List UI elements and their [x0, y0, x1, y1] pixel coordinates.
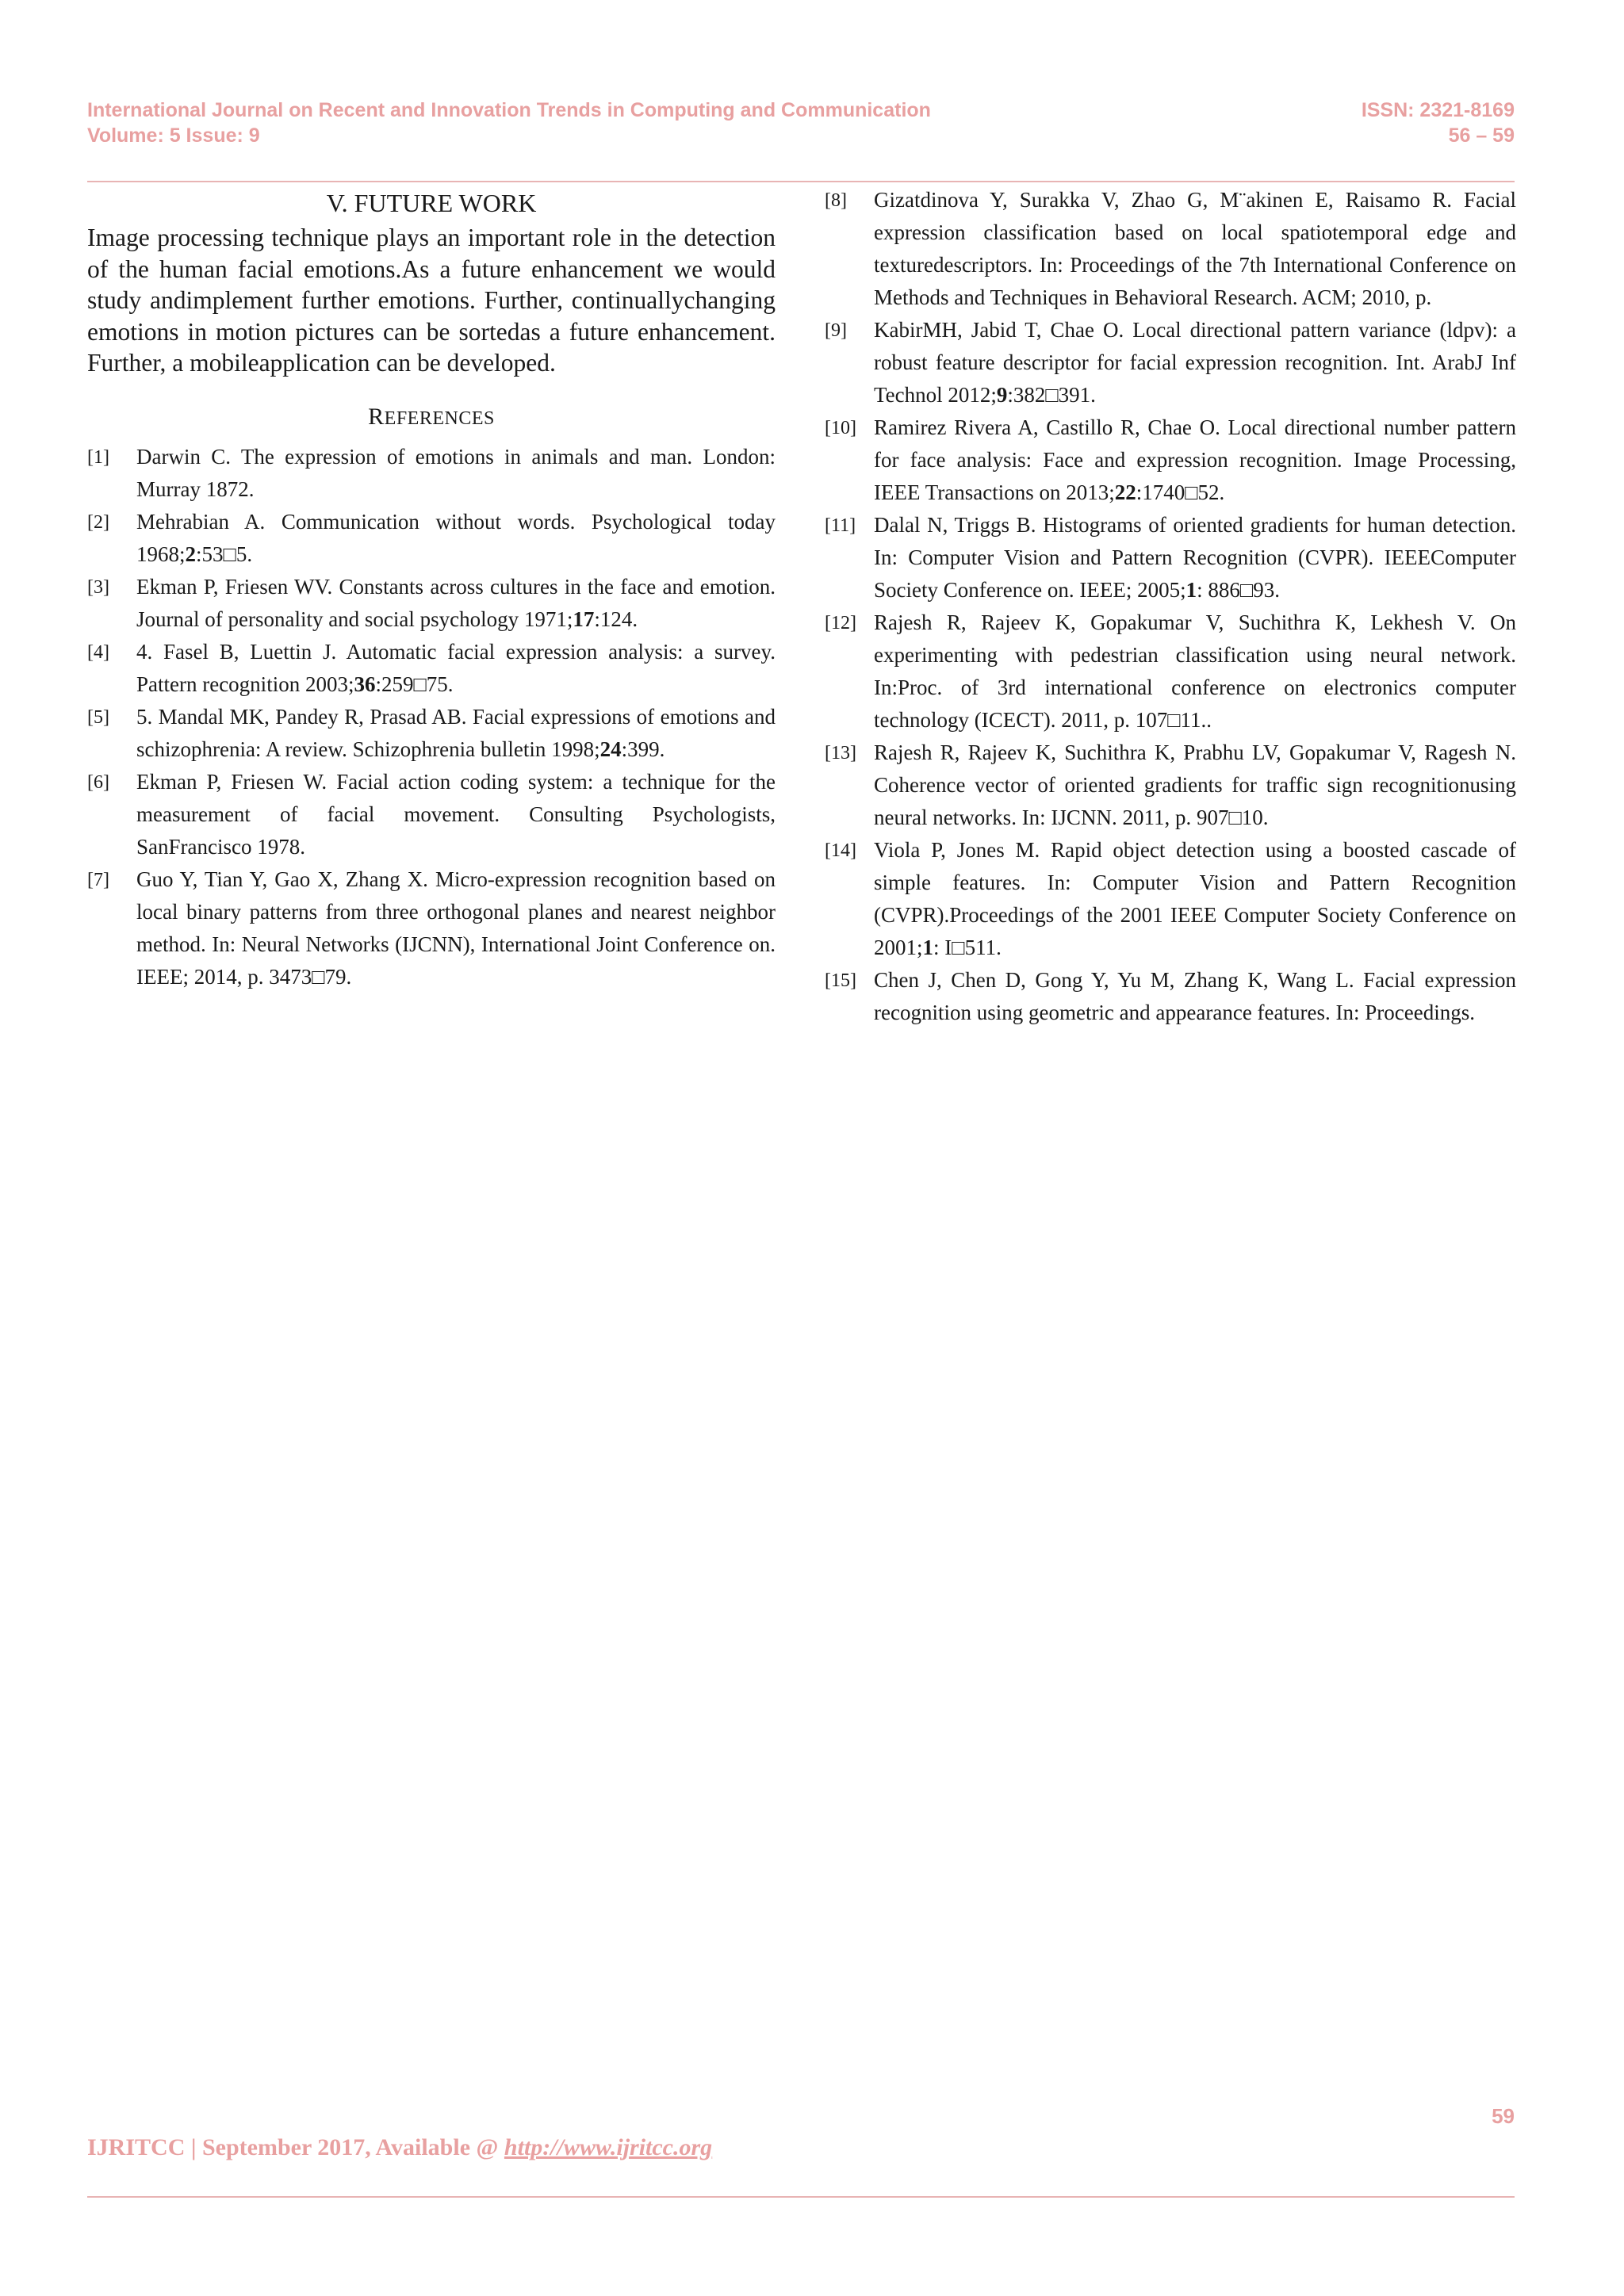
reference-item — [87, 506, 776, 571]
reference-volume: 1 — [922, 936, 934, 959]
reference-list-left — [87, 441, 776, 993]
reference-segment: :53□5. — [196, 541, 253, 566]
reference-segment: Chen J, Chen D, Gong Y, Yu M, Zhang K, Wang L. Facial expression recognition using geometric and appearance features. In: Proceedings. — [874, 968, 1516, 1024]
reference-segment: : 886□93. — [1197, 578, 1280, 602]
footer-citation — [87, 2134, 712, 2161]
reference-number: [6] — [87, 771, 109, 793]
journal-website-link[interactable]: http://www.ijritcc.org — [504, 2134, 713, 2160]
reference-text — [136, 506, 776, 571]
section-title: V. FUTURE WORK — [326, 189, 537, 217]
running-header-right — [1362, 98, 1515, 148]
reference-segment: Ekman P, Friesen W. Facial action coding system: a technique for the measurement of facial movement. Consulting Psychologists, SanFrancisco 1978. — [136, 769, 776, 859]
reference-text — [874, 509, 1516, 607]
reference-segment: 5. Mandal MK, Pandey R, Prasad AB. Facial expressions of emotions and schizophrenia: A review. Schizophrenia bulletin 1998; — [136, 704, 776, 761]
reference-item — [825, 509, 1516, 607]
reference-segment: Mehrabian A. Communication without words. Psychological today 1968; — [136, 509, 776, 566]
reference-text — [136, 636, 776, 701]
reference-segment: Rajesh R, Rajeev K, Gopakumar V, Suchithra K, Lekhesh V. On experimenting with pedestrian classification using neural network. In:Proc. of 3rd international conference on electronics computer technology (ICECT). 2011, p. 107□11.. — [874, 610, 1516, 732]
reference-number: [3] — [87, 576, 109, 598]
reference-list-right — [825, 184, 1516, 1029]
reference-item — [825, 607, 1516, 737]
running-header-left — [87, 98, 931, 148]
left-column — [87, 184, 776, 993]
reference-item — [87, 701, 776, 766]
reference-volume: 17 — [573, 607, 595, 631]
reference-segment: Darwin C. The expression of emotions in animals and man. London: Murray 1872. — [136, 444, 776, 501]
reference-text — [874, 834, 1516, 964]
reference-segment: Viola P, Jones M. Rapid object detection using a boosted cascade of simple features. In: Computer Vision and Pattern Recognition (CVPR).Proceedings of the 2001 IEEE Computer Society Conference on 2001; — [874, 838, 1516, 959]
reference-segment: :399. — [621, 737, 665, 761]
reference-item — [825, 184, 1516, 314]
reference-item — [87, 636, 776, 701]
reference-number: [5] — [87, 706, 109, 728]
reference-segment: : I□511. — [933, 936, 1002, 959]
reference-number: [11] — [825, 515, 856, 536]
reference-item — [87, 571, 776, 636]
reference-text — [136, 441, 776, 506]
reference-segment: :124. — [594, 607, 638, 631]
footer-label: IJRITCC | September 2017, Available @ — [87, 2134, 504, 2160]
issn: ISSN: 2321-8169 — [1361, 99, 1515, 121]
reference-text — [136, 766, 776, 863]
right-column — [825, 184, 1516, 1029]
reference-number: [8] — [825, 190, 847, 211]
reference-number: [9] — [825, 320, 847, 341]
reference-text — [136, 863, 776, 993]
reference-volume: 36 — [354, 672, 376, 696]
reference-segment: Rajesh R, Rajeev K, Suchithra K, Prabhu LV, Gopakumar V, Ragesh N. Coherence vector of oriented gradients for traffic sign recognitionusing neural networks. In: IJCNN. 2011, p. 907□10. — [874, 740, 1516, 829]
reference-item — [825, 964, 1516, 1029]
references-heading-initial: R — [368, 403, 385, 430]
reference-text — [874, 607, 1516, 737]
reference-segment: :382□391. — [1007, 383, 1096, 407]
future-work-paragraph: Image processing technique plays an important role in the detection of the human facial emotions.As a future enhancement we would study andimplement further emotions. Further, continuallychanging emotions in motion pictures can be sortedas a future enhancement. Further, a mobileapplication can be developed. — [87, 224, 776, 377]
reference-item — [825, 314, 1516, 411]
reference-item — [87, 863, 776, 993]
reference-text — [874, 411, 1516, 509]
reference-number: [10] — [825, 418, 856, 438]
reference-text — [874, 737, 1516, 834]
reference-number: [15] — [825, 970, 856, 991]
page-range: 56 – 59 — [1448, 124, 1515, 147]
reference-volume: 22 — [1114, 480, 1136, 504]
reference-segment: Gizatdinova Y, Surakka V, Zhao G, M¨akinen E, Raisamo R. Facial expression classification based on local spatiotemporal edge and texturedescriptors. In: Proceedings of the 7th International Conference on Methods and Techniques in Behavioral Research. ACM; 2010, p. — [874, 188, 1516, 309]
reference-segment: 4. Fasel B, Luettin J. Automatic facial expression analysis: a survey. Pattern recognition 2003; — [136, 639, 776, 696]
reference-text — [136, 701, 776, 766]
references-heading-rest: EFERENCES — [384, 408, 495, 429]
header-divider — [87, 181, 1515, 182]
reference-item — [825, 411, 1516, 509]
reference-segment: Ramirez Rivera A, Castillo R, Chae O. Local directional number pattern for face analysis: Face and expression recognition. Image Processing, IEEE Transactions on 2013; — [874, 415, 1516, 504]
reference-text — [136, 571, 776, 636]
reference-number: [7] — [87, 869, 109, 890]
volume-issue: Volume: 5 Issue: 9 — [87, 124, 260, 147]
reference-item — [87, 766, 776, 863]
reference-item — [87, 441, 776, 506]
footer-divider — [87, 2196, 1515, 2198]
reference-number: [2] — [87, 511, 109, 533]
reference-segment: Ekman P, Friesen WV. Constants across cultures in the face and emotion. Journal of personality and social psychology 1971; — [136, 574, 776, 631]
journal-name: International Journal on Recent and Innovation Trends in Computing and Communication — [87, 99, 931, 121]
reference-number: [14] — [825, 840, 856, 861]
reference-volume: 2 — [185, 541, 197, 566]
reference-segment: Dalal N, Triggs B. Histograms of oriented gradients for human detection. In: Computer Vision and Pattern Recognition (CVPR). IEEEComputer Society Conference on. IEEE; 2005; — [874, 513, 1516, 602]
reference-volume: 1 — [1185, 578, 1197, 602]
reference-number: [1] — [87, 446, 109, 468]
page-number: 59 — [1492, 2104, 1515, 2128]
reference-segment: :259□75. — [375, 672, 454, 696]
reference-segment: Guo Y, Tian Y, Gao X, Zhang X. Micro-expression recognition based on local binary patterns from three orthogonal planes and nearest neighbor method. In: Neural Networks (IJCNN), International Joint Conference on. IEEE; 2014, p. 3473□79. — [136, 867, 776, 989]
reference-number: [13] — [825, 743, 856, 763]
references-heading — [87, 401, 776, 434]
reference-text — [874, 184, 1516, 314]
reference-segment: :1740□52. — [1136, 480, 1225, 504]
reference-segment: KabirMH, Jabid T, Chae O. Local directional pattern variance (ldpv): a robust feature descriptor for facial expression recognition. Int. ArabJ Inf Technol 2012; — [874, 318, 1516, 407]
reference-number: [4] — [87, 641, 109, 663]
reference-volume: 24 — [599, 737, 622, 761]
reference-volume: 9 — [996, 383, 1008, 407]
reference-number: [12] — [825, 613, 856, 633]
reference-text — [874, 964, 1516, 1029]
reference-item — [825, 737, 1516, 834]
reference-item — [825, 834, 1516, 964]
reference-text — [874, 314, 1516, 411]
